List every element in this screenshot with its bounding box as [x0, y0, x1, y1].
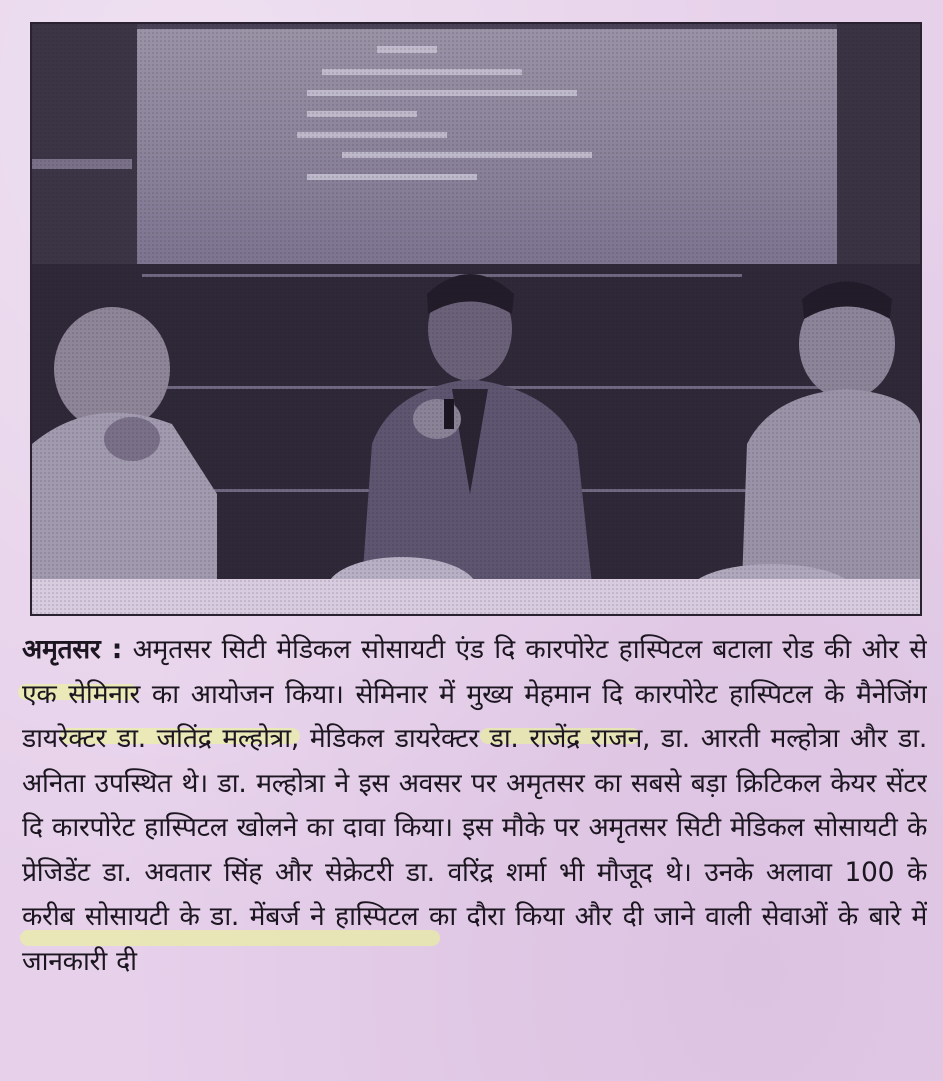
seminar-photo-illustration: [32, 24, 920, 614]
news-photo: [30, 22, 922, 616]
article-body: [22, 628, 927, 1068]
article-body-text: अमृतसर सिटी मेडिकल सोसायटी एंड दि कारपोरेट हास्पिटल बटाला रोड की ओर से एक सेमिनार का आयोजन किया। सेमिनार में मुख्य मेहमान दि कारपोरेट हास्पिटल के मैनेजिंग डायरेक्टर डा. जतिंद्र मल्होत्रा, मेडिकल डायरेक्टर डा. राजेंद्र राजन, डा. आरती मल्होत्रा और डा. अनिता उपस्थित थे। डा. मल्होत्रा ने इस अवसर पर अमृतसर का सबसे बड़ा क्रिटिकल केयर सेंटर दि कारपोरेट हास्पिटल खोलने का दावा किया। इस मौके पर अमृतसर सिटी मेडिकल सोसायटी के प्रेजिडेंट डा. अवतार सिंह और सेक्रेटरी डा. वरिंद्र शर्मा भी मौजूद थे। उनके अलावा 100 के करीब सोसायटी के डा. मेंबर्ज ने हास्पिटल का दौरा किया और दी जाने वाली सेवाओं के बारे में जानकारी दी: [22, 634, 927, 977]
dateline: अमृतसर :: [22, 634, 123, 665]
